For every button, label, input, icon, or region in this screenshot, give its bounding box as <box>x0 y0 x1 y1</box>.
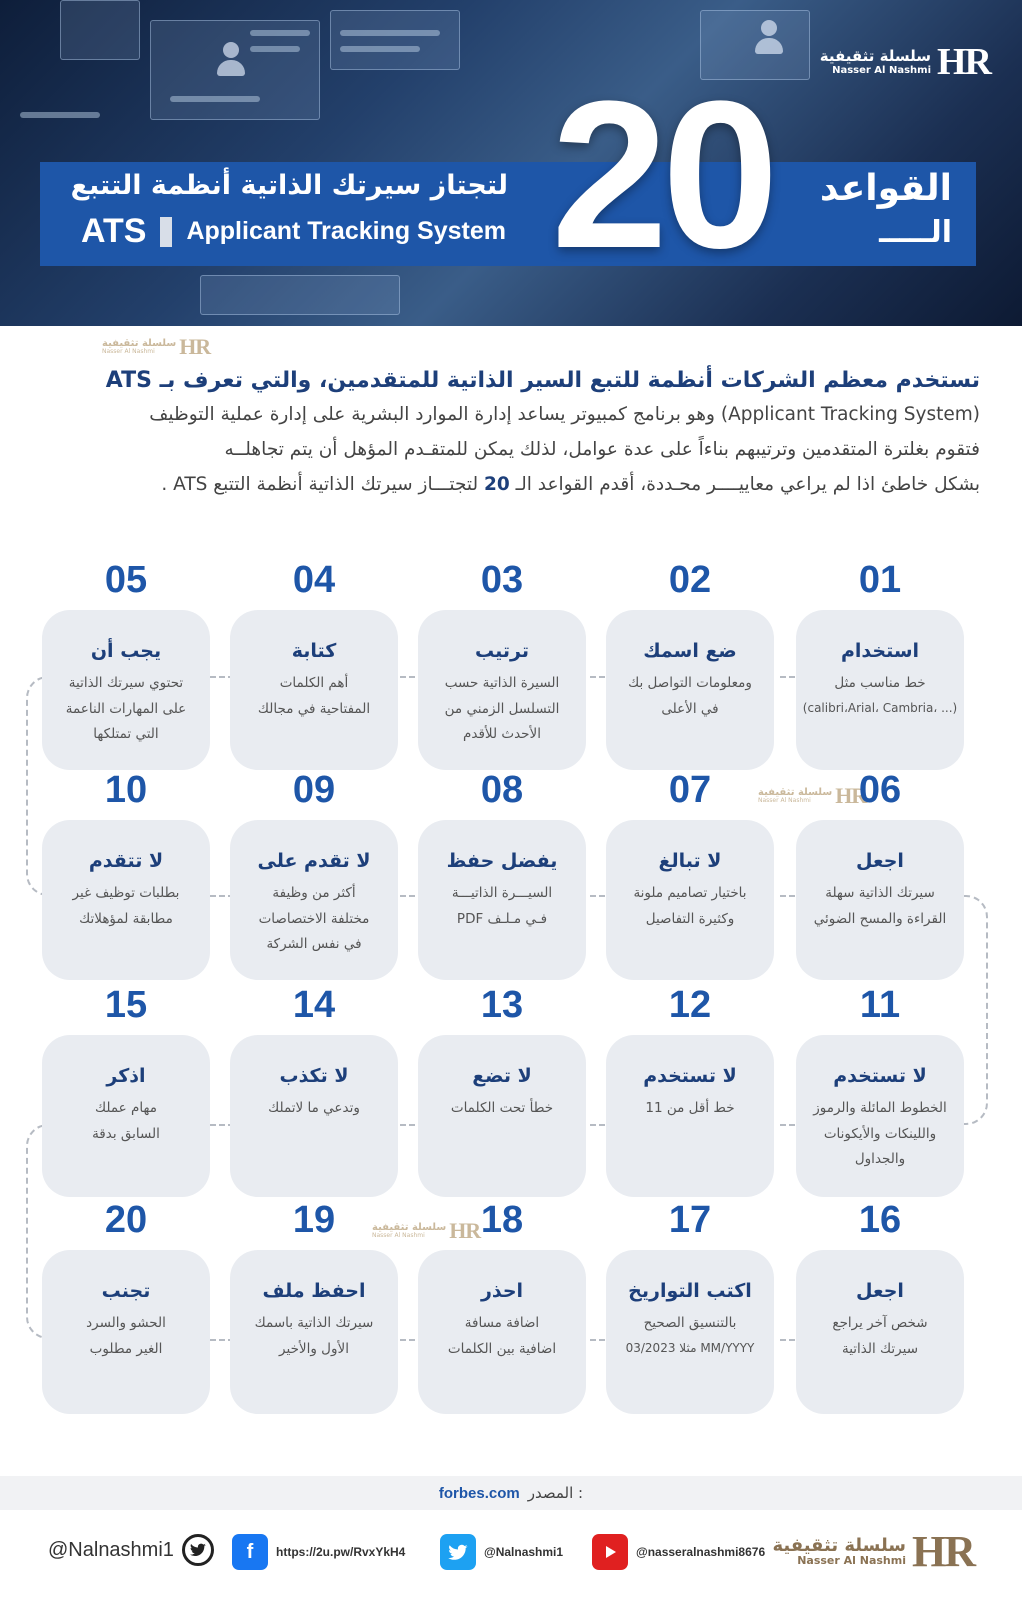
watermark: سلسلة تثقيفية Nasser Al Nashmi HR <box>102 334 211 359</box>
intro-line: فتقوم بغلترة المتقدمين وترتيبهم بناءاً على عدة عوامل، لذلك يمكن للمتقـدم المؤهل أن يتم تجاهلــه <box>224 439 980 461</box>
step-number: 12 <box>668 984 712 1026</box>
subtitle-en-row <box>40 212 514 251</box>
step-title: لا تستخدم <box>643 1065 737 1087</box>
step-card: 10 لا تتقدم بطلبات توظيف غير مطابقة لمؤهلاتك <box>42 760 210 980</box>
step-title: تجنب <box>101 1280 151 1302</box>
step-card: 19 احفظ ملف سيرتك الذاتية باسمك الأول والأخير <box>230 1190 398 1414</box>
brand-name-en: Nasser Al Nashmi <box>832 64 931 76</box>
decor-screen <box>330 10 460 70</box>
step-title: لا تستخدم <box>833 1065 927 1087</box>
step-title: يجب أن <box>90 640 162 662</box>
source-link[interactable]: forbes.com <box>438 1484 520 1502</box>
step-title: اكتب التواريخ <box>628 1280 752 1302</box>
step-card: 15 اذكر مهام عملك السابق بدقة <box>42 975 210 1197</box>
step-number: 01 <box>858 559 902 601</box>
step-number: 05 <box>104 559 148 601</box>
step-card: 16 اجعل شخص آخر يراجع سيرتك الذاتية <box>796 1190 964 1414</box>
step-title: كتابة <box>291 640 337 662</box>
decor-line <box>340 46 420 52</box>
step-card: 09 لا تقدم على أكثر من وظيفة مختلفة الاختصاصات في نفس الشركة <box>230 760 398 980</box>
step-card: 04 كتابة أهم الكلمات المفتاحية في مجالك <box>230 550 398 770</box>
step-number: 18 <box>480 1199 524 1241</box>
step-title: لا تكذب <box>279 1065 349 1087</box>
source-label: المصدر : <box>527 1484 584 1502</box>
decor-line <box>250 46 300 52</box>
title-line1: القواعد <box>819 168 952 209</box>
step-title: ضع اسمك <box>643 640 737 662</box>
step-number: 15 <box>104 984 148 1026</box>
step-title: لا تبالغ <box>658 850 722 872</box>
title-right <box>820 166 952 252</box>
hr-logo-icon: HR <box>912 1527 974 1576</box>
decor-screen <box>200 275 400 315</box>
step-card: 03 ترتيب السيرة الذاتية حسب التسلسل الزمني من الأحدث للأقدم <box>418 550 586 770</box>
step-title: لا تتقدم <box>88 850 164 872</box>
intro-title: تستخدم معظم الشركات أنظمة للتبع السير الذاتية للمتقدمين، والتي تعرف بـ ATS <box>105 368 980 393</box>
user-avatar-icon <box>214 40 248 80</box>
connector-curve-right <box>964 895 988 1125</box>
twitter-bird-icon <box>182 1534 214 1566</box>
decor-line <box>20 112 100 118</box>
step-card: 05 يجب أن تحتوي سيرتك الذاتية على المهارات الناعمة التي تمتلكها <box>42 550 210 770</box>
subtitle-ar: لتجتاز سيرتك الذاتية أنظمة التتبع <box>70 170 508 201</box>
step-card: 20 تجنب الحشو والسرد الغير مطلوب <box>42 1190 210 1414</box>
subtitle-en: Applicant Tracking System <box>186 217 506 245</box>
step-title: اذكر <box>106 1065 146 1087</box>
hr-logo-icon: HR <box>835 783 867 808</box>
header-banner <box>0 0 1022 326</box>
step-number: 14 <box>292 984 336 1026</box>
step-card: 12 لا تستخدم خط أقل من 11 <box>606 975 774 1197</box>
step-title: ترتيب <box>475 640 529 662</box>
intro-number: 20 <box>484 474 510 496</box>
step-number: 17 <box>668 1199 712 1241</box>
decor-screen <box>60 0 140 60</box>
subtitle-abbr: ATS <box>80 212 147 250</box>
step-card: 18 احذر اضافة مسافة اضافية بين الكلمات <box>418 1190 586 1414</box>
decor-line <box>340 30 440 36</box>
title-line2: الـــــ <box>879 214 952 250</box>
step-number: 07 <box>668 769 712 811</box>
source-bar <box>0 1476 1022 1510</box>
step-title: استخدام <box>840 640 920 662</box>
hr-logo-icon: HR <box>179 334 211 359</box>
big-number: 20 <box>551 57 773 292</box>
twitter-icon <box>440 1534 476 1570</box>
step-card: 07 لا تبالغ باختيار تصاميم ملونة وكثيرة التفاصيل <box>606 760 774 980</box>
step-card: 13 لا تضع خطأ تحت الكلمات <box>418 975 586 1197</box>
decor-line <box>250 30 310 36</box>
step-title: احذر <box>480 1280 524 1302</box>
step-card: 01 استخدام خط مناسب مثل (... ،calibri،Arial، Cambria) <box>796 550 964 770</box>
intro-section <box>30 368 980 508</box>
hr-logo-icon: HR <box>937 41 990 83</box>
step-card: 11 لا تستخدم الخطوط المائلة والرموز واللينكات والأيكونات والجداول <box>796 975 964 1197</box>
step-number: 09 <box>292 769 336 811</box>
step-number: 16 <box>858 1199 902 1241</box>
step-number: 13 <box>480 984 524 1026</box>
watermark: سلسلة تثقيفية Nasser Al Nashmi HR <box>758 783 867 808</box>
step-number: 02 <box>668 559 712 601</box>
intro-line: (Applicant Tracking System) وهو برنامج كمبيوتر يساعد إدارة الموارد البشرية على إدارة عملية التوظيف <box>149 404 980 425</box>
step-card: 02 ضع اسمك ومعلومات التواصل بك في الأعلى <box>606 550 774 770</box>
step-title: اجعل <box>856 1280 904 1302</box>
step-title: يفضل حفظ <box>446 850 558 872</box>
step-number: 20 <box>104 1199 148 1241</box>
brand-name-ar: سلسلة تثقيفية <box>819 47 931 66</box>
facebook-icon: f <box>232 1534 268 1570</box>
step-card: 14 لا تكذب وتدعي ما لاتملك <box>230 975 398 1197</box>
facebook-link[interactable]: f https://2u.pw/RvxYkH4 <box>232 1534 405 1570</box>
step-number: 11 <box>859 984 901 1026</box>
step-number: 10 <box>104 769 148 811</box>
step-card: 17 اكتب التواريخ بالتنسيق الصحيح MM/YYYY مثلا 03/2023 <box>606 1190 774 1414</box>
step-title: احفظ ملف <box>262 1280 366 1302</box>
divider <box>160 217 172 247</box>
twitter-link[interactable]: @Nalnashmi1 <box>440 1534 563 1570</box>
intro-line: بشكل خاطئ اذا لم يراعي معاييــــر محـددة، أقدم القواعد الـ 20 لتجتـــاز سيرتك الذاتية أنظمة التتبع ATS . <box>161 474 980 496</box>
step-card: 06 اجعل سيرتك الذاتية سهلة القراءة والمسح الضوئي <box>796 760 964 980</box>
watermark: سلسلة تثقيفية Nasser Al Nashmi HR <box>372 1218 481 1243</box>
user-avatar-icon <box>752 18 786 58</box>
step-number: 06 <box>858 769 902 811</box>
step-number: 19 <box>292 1199 336 1241</box>
step-number: 08 <box>480 769 524 811</box>
decor-line <box>170 96 260 102</box>
hr-logo-icon: HR <box>449 1218 481 1243</box>
step-title: اجعل <box>856 850 904 872</box>
step-title: لا تقدم على <box>257 850 371 872</box>
step-title: لا تضع <box>472 1065 532 1087</box>
youtube-icon <box>592 1534 628 1570</box>
youtube-link[interactable]: @nasseralnashmi8676 <box>592 1534 765 1570</box>
step-number: 04 <box>292 559 336 601</box>
brand-logo <box>820 40 990 84</box>
step-card: 08 يفضل حفظ السيـــرة الذاتيـــة فـي مـلـف PDF <box>418 760 586 980</box>
footer-brand-logo: سلسلة تثقيفية Nasser Al Nashmi HR <box>772 1527 974 1576</box>
step-number: 03 <box>480 559 524 601</box>
twitter-handle-large[interactable]: @Nalnashmi1 <box>48 1534 214 1566</box>
